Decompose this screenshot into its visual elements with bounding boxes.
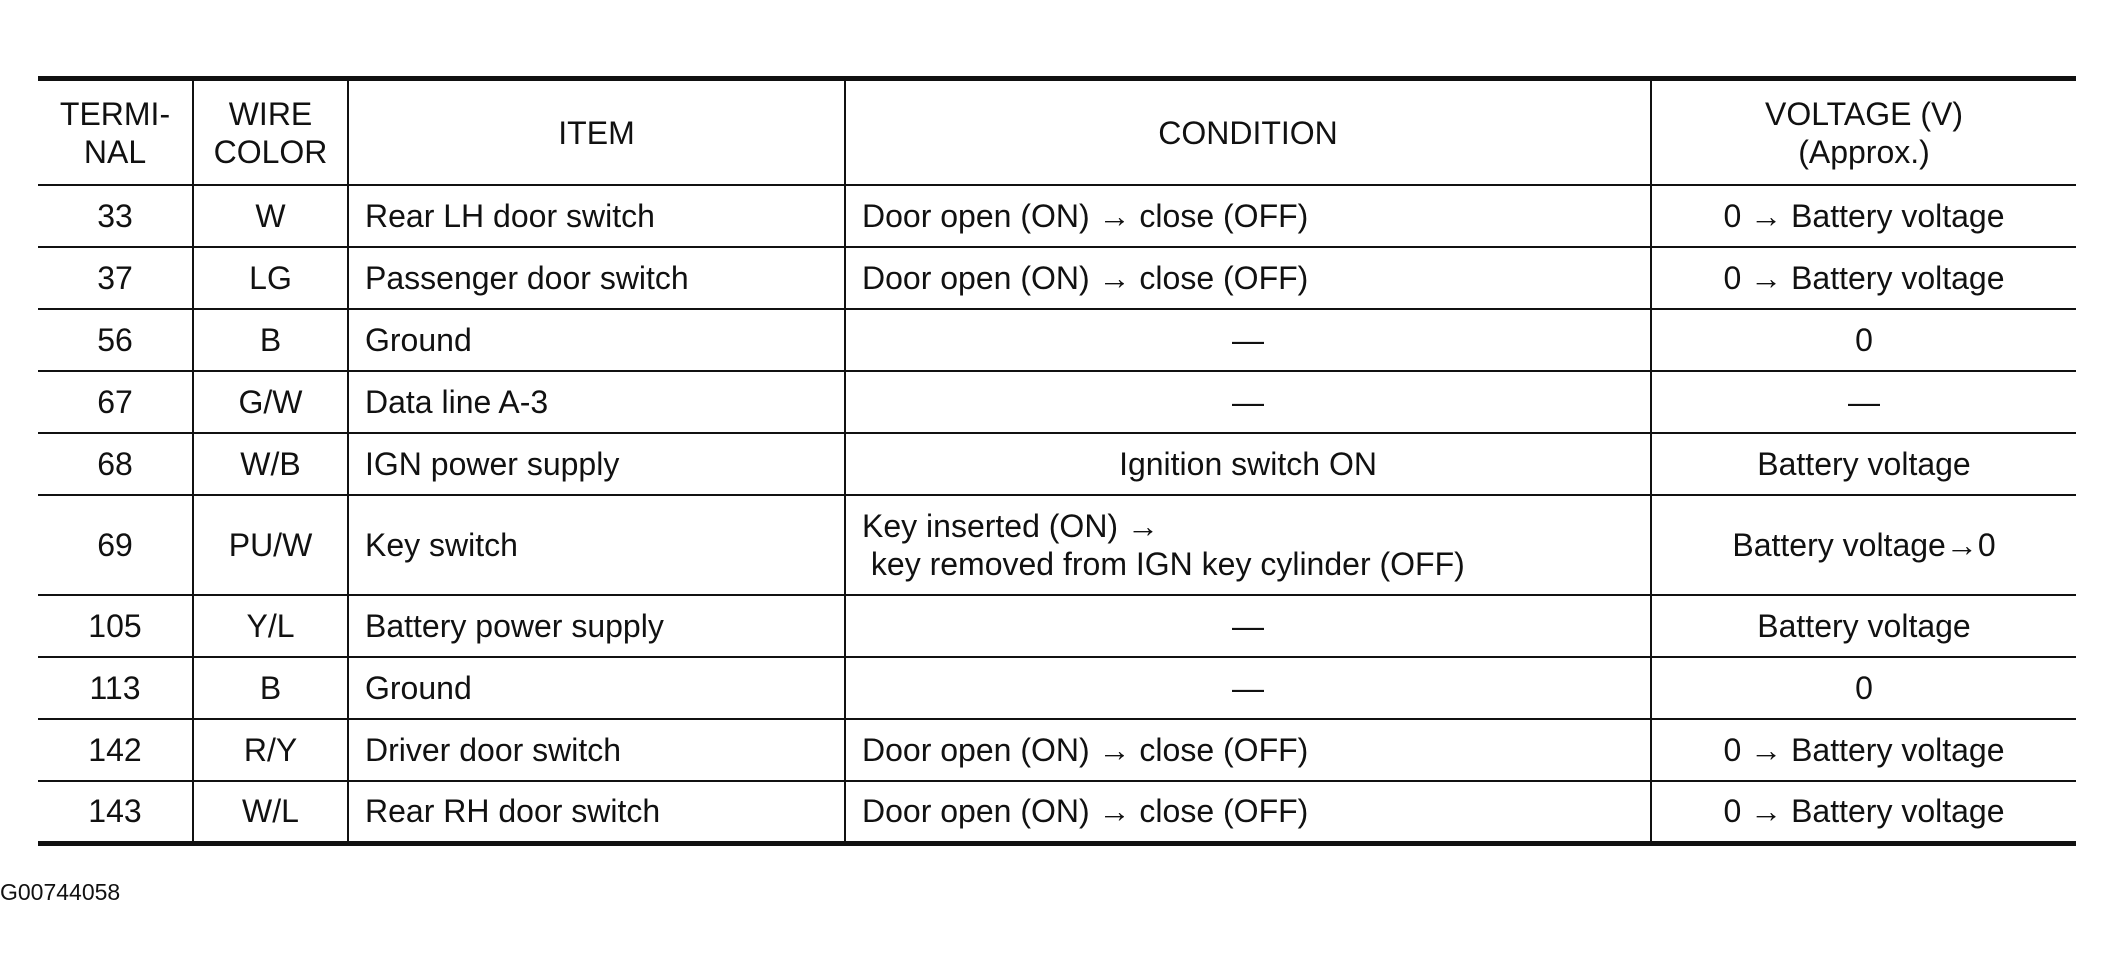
voltage-cell: Battery voltage→0	[1651, 495, 2076, 595]
wire-color-cell: PU/W	[193, 495, 348, 595]
table-row	[38, 309, 2076, 371]
voltage-cell: 0 → Battery voltage	[1651, 719, 2076, 781]
item-cell: Driver door switch	[348, 719, 845, 781]
condition-cell	[845, 595, 1651, 657]
terminal-cell: 37	[38, 247, 193, 309]
condition-cell	[845, 495, 1651, 595]
condition-cell	[845, 247, 1651, 309]
header-item-label: ITEM	[558, 114, 635, 151]
header-condition-label: CONDITION	[1158, 114, 1338, 151]
table-row	[38, 657, 2076, 719]
condition-cell	[845, 719, 1651, 781]
voltage-cell: Battery voltage	[1651, 595, 2076, 657]
voltage-cell: 0 → Battery voltage	[1651, 185, 2076, 247]
header-terminal-line-1: TERMI-	[59, 95, 171, 132]
header-voltage	[1651, 79, 2076, 186]
table-row	[38, 719, 2076, 781]
condition-line: Door open (ON) → close (OFF)	[862, 732, 1309, 768]
condition-cell	[845, 309, 1651, 371]
item-cell: Ground	[348, 309, 845, 371]
table-body	[38, 185, 2076, 843]
condition-line: Door open (ON) → close (OFF)	[862, 260, 1309, 296]
header-terminal-line-2: NAL	[83, 133, 147, 170]
header-wire-color-line-1: WIRE	[228, 95, 313, 132]
terminal-cell: 67	[38, 371, 193, 433]
voltage-cell: Battery voltage	[1651, 433, 2076, 495]
condition-cell	[845, 781, 1651, 843]
figure-code: G00744058	[0, 879, 121, 905]
voltage-cell: 0	[1651, 657, 2076, 719]
wire-color-cell: B	[193, 657, 348, 719]
condition-line: —	[1232, 608, 1264, 644]
wire-color-cell: Y/L	[193, 595, 348, 657]
terminal-table-container	[38, 76, 2076, 846]
wire-color-cell: G/W	[193, 371, 348, 433]
header-voltage-line-2: (Approx.)	[1798, 133, 1930, 170]
table-row	[38, 595, 2076, 657]
table-header-row	[38, 79, 2076, 186]
terminal-cell: 143	[38, 781, 193, 843]
table-row	[38, 185, 2076, 247]
item-cell: Data line A-3	[348, 371, 845, 433]
header-wire-color-line-2: COLOR	[213, 133, 328, 170]
terminal-cell: 56	[38, 309, 193, 371]
item-cell: Ground	[348, 657, 845, 719]
table-row	[38, 433, 2076, 495]
condition-line: —	[1232, 322, 1264, 358]
table-row	[38, 247, 2076, 309]
condition-cell	[845, 433, 1651, 495]
terminal-cell: 68	[38, 433, 193, 495]
table-row	[38, 495, 2076, 595]
table-row	[38, 781, 2076, 843]
condition-cell	[845, 657, 1651, 719]
wire-color-cell: LG	[193, 247, 348, 309]
header-item	[348, 79, 845, 186]
voltage-cell: 0 → Battery voltage	[1651, 247, 2076, 309]
table-row	[38, 371, 2076, 433]
voltage-cell: 0 → Battery voltage	[1723, 793, 2005, 830]
header-condition	[845, 79, 1651, 186]
condition-line: Door open (ON) → close (OFF)	[862, 198, 1309, 234]
item-cell: Battery power supply	[348, 595, 845, 657]
wire-color-cell: R/Y	[193, 719, 348, 781]
terminal-cell: 105	[38, 595, 193, 657]
item-cell: Key switch	[348, 495, 845, 595]
condition-cell	[845, 371, 1651, 433]
terminal-table	[38, 76, 2076, 846]
wire-color-cell: W	[193, 185, 348, 247]
condition-cell	[845, 185, 1651, 247]
header-terminal	[38, 79, 193, 186]
terminal-cell: 142	[38, 719, 193, 781]
terminal-cell: 69	[38, 495, 193, 595]
condition-line: key removed from IGN key cylinder (OFF)	[862, 546, 1465, 582]
item-cell: Rear RH door switch	[348, 781, 845, 843]
header-wire-color	[193, 79, 348, 186]
item-cell: IGN power supply	[348, 433, 845, 495]
header-voltage-line-1: VOLTAGE (V)	[1765, 95, 1963, 132]
item-cell: Passenger door switch	[348, 247, 845, 309]
voltage-cell: —	[1651, 371, 2076, 433]
terminal-cell: 33	[38, 185, 193, 247]
condition-line: Key inserted (ON) →	[862, 508, 1159, 544]
item-cell: Rear LH door switch	[348, 185, 845, 247]
voltage-cell: 0	[1651, 309, 2076, 371]
condition-line: Door open (ON) → close (OFF)	[862, 793, 1309, 830]
terminal-cell: 113	[38, 657, 193, 719]
wire-color-cell: B	[193, 309, 348, 371]
condition-line: Ignition switch ON	[1119, 446, 1377, 482]
condition-line: —	[1232, 384, 1264, 420]
condition-line: —	[1232, 670, 1264, 706]
wire-color-cell: W/B	[193, 433, 348, 495]
wire-color-cell: W/L	[193, 781, 348, 843]
